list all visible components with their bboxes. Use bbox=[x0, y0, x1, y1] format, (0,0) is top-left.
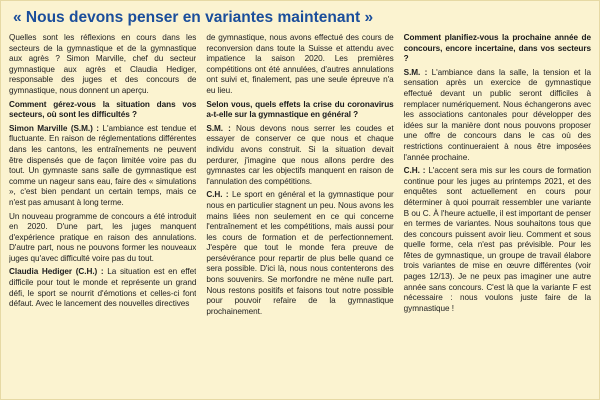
answer-2 bbox=[9, 267, 196, 309]
intro-paragraph: Quelles sont les réflexions en cours dans les secteurs de la gymnastique et de la gymnastique aux agrès ? Simon Marville, chef du secteur gymnastique aux agrès et Claudia Hediger, responsable des juges et des concours de gymnastique, nous donnent un aperçu. bbox=[9, 33, 197, 95]
answer-text: L'ambiance est tendue et fluctuante. En raison de réglementations différentes dans les cantons, les entraînements ne peuvent être dispensés que de façon limitée voire pas du tout. Un gymnaste sans salle de gymnastique est comme un nageur sans eau, faire des « simulations », c'est bien pendant un certain temps, mais ce n'est pas amusant à long terme. bbox=[9, 123, 197, 207]
article-columns bbox=[9, 33, 591, 389]
speaker-label: C.H. : bbox=[403, 166, 426, 176]
answer-1-continued: Un nouveau programme de concours a été introduit en 2020. D'une part, les juges manquent d'expérience pratique en raison des annulations. D'autre part, nous ne pouvons former les nouveaux juges qu'avec difficulté voire pas du tout. bbox=[9, 211, 197, 263]
question-3: Comment planifiez-vous la prochaine année de concours, encore incertaine, dans vos secteurs ? bbox=[403, 33, 591, 64]
speaker-label: S.M. : bbox=[403, 67, 428, 77]
answer-1 bbox=[9, 124, 196, 209]
answer-text: L'ambiance dans la salle, la tension et la sensation après un exercice de gymnastique effectué devant un public seront difficiles à remplacer numériquement. Nous échangerons avec les associations cantonales pour développer des idées sur la manière dont nous pouvons proposer une offre de concours dans le cas où des restrictions continueraient à nous être imposées l'année prochaine. bbox=[403, 67, 591, 162]
column-3 bbox=[404, 33, 591, 389]
column-2 bbox=[206, 33, 393, 389]
answer-4 bbox=[206, 190, 393, 317]
speaker-label: Simon Marville (S.M.) : bbox=[9, 123, 99, 133]
speaker-label: C.H. : bbox=[206, 190, 229, 200]
answer-text: L'accent sera mis sur les cours de formation continue pour les juges au printemps 2021, et des enquêtes sont actuellement en cours pour déterminer à quoi pourrait ressembler une variante B ou C. À l'heure actuelle, il est important de penser en termes de variantes. Nous souhaitons tous que des concours puissent avoir lieu. Comment et sous quelle forme, cela n'est pas prévisible. Pour les fêtes de gymnastique, un groupe de travail élabore trois variantes de mise en œuvre différentes (voir pages 12/13). Je ne peux pas imaginer une autre année sans concours. C'est là que la variante F est nécessaire : nous voulons juste faire de la gymnastique ! bbox=[403, 166, 591, 313]
answer-text: La situation est en effet difficile pour tout le monde et représente un grand défi, le sport se nourrit d'émotions et celles-ci font défaut. Avec le lancement des nouvelles directives bbox=[9, 267, 197, 309]
answer-6 bbox=[404, 166, 591, 314]
answer-text: Le sport en général et la gymnastique pour nous en particulier stagnent un peu. Nous avons les mains liées non seulement en ce qui concerne l'entraînement et les compétitions, mais aussi pour les cours de formation et de perfectionnement. J'espère que tout le monde fera preuve de persévérance pour repartir de plus belle quand ce sera possible. D'ici là, nous nous contenterons des bons souvenirs. Se morfondre ne mène nulle part. Nous restons positifs et faisons tout notre possible pour pouvoir refaire de la gymnastique prochainement. bbox=[206, 190, 394, 316]
answer-2-continued: de gymnastique, nous avons effectué des cours de reconversion dans toute la Suisse et attendu avec impatience la saison 2020. Les premières compétitions ont été annulées, d'autres annulations ont suivi et, finalement, pas une seule épreuve n'a eu lieu. bbox=[206, 33, 394, 95]
column-1 bbox=[9, 33, 196, 389]
question-1: Comment gérez-vous la situation dans vos secteurs, où sont les difficultés ? bbox=[9, 99, 197, 120]
answer-text: Nous devons nous serrer les coudes et essayer de conserver ce que nous et chaque individu avons construit. Si la situation devait perdurer, j'imagine que nous allons perdre des gymnastes car les objectifs manquent en raison de l'annulation des compétitions. bbox=[206, 123, 394, 186]
answer-3 bbox=[206, 124, 393, 188]
answer-5 bbox=[404, 68, 591, 163]
speaker-label: S.M. : bbox=[206, 123, 231, 133]
article-title: « Nous devons penser en variantes maintenant » bbox=[13, 9, 374, 26]
question-2: Selon vous, quels effets la crise du coronavirus a-t-elle sur la gymnastique en général ? bbox=[206, 99, 394, 120]
speaker-label: Claudia Hediger (C.H.) : bbox=[9, 267, 104, 277]
